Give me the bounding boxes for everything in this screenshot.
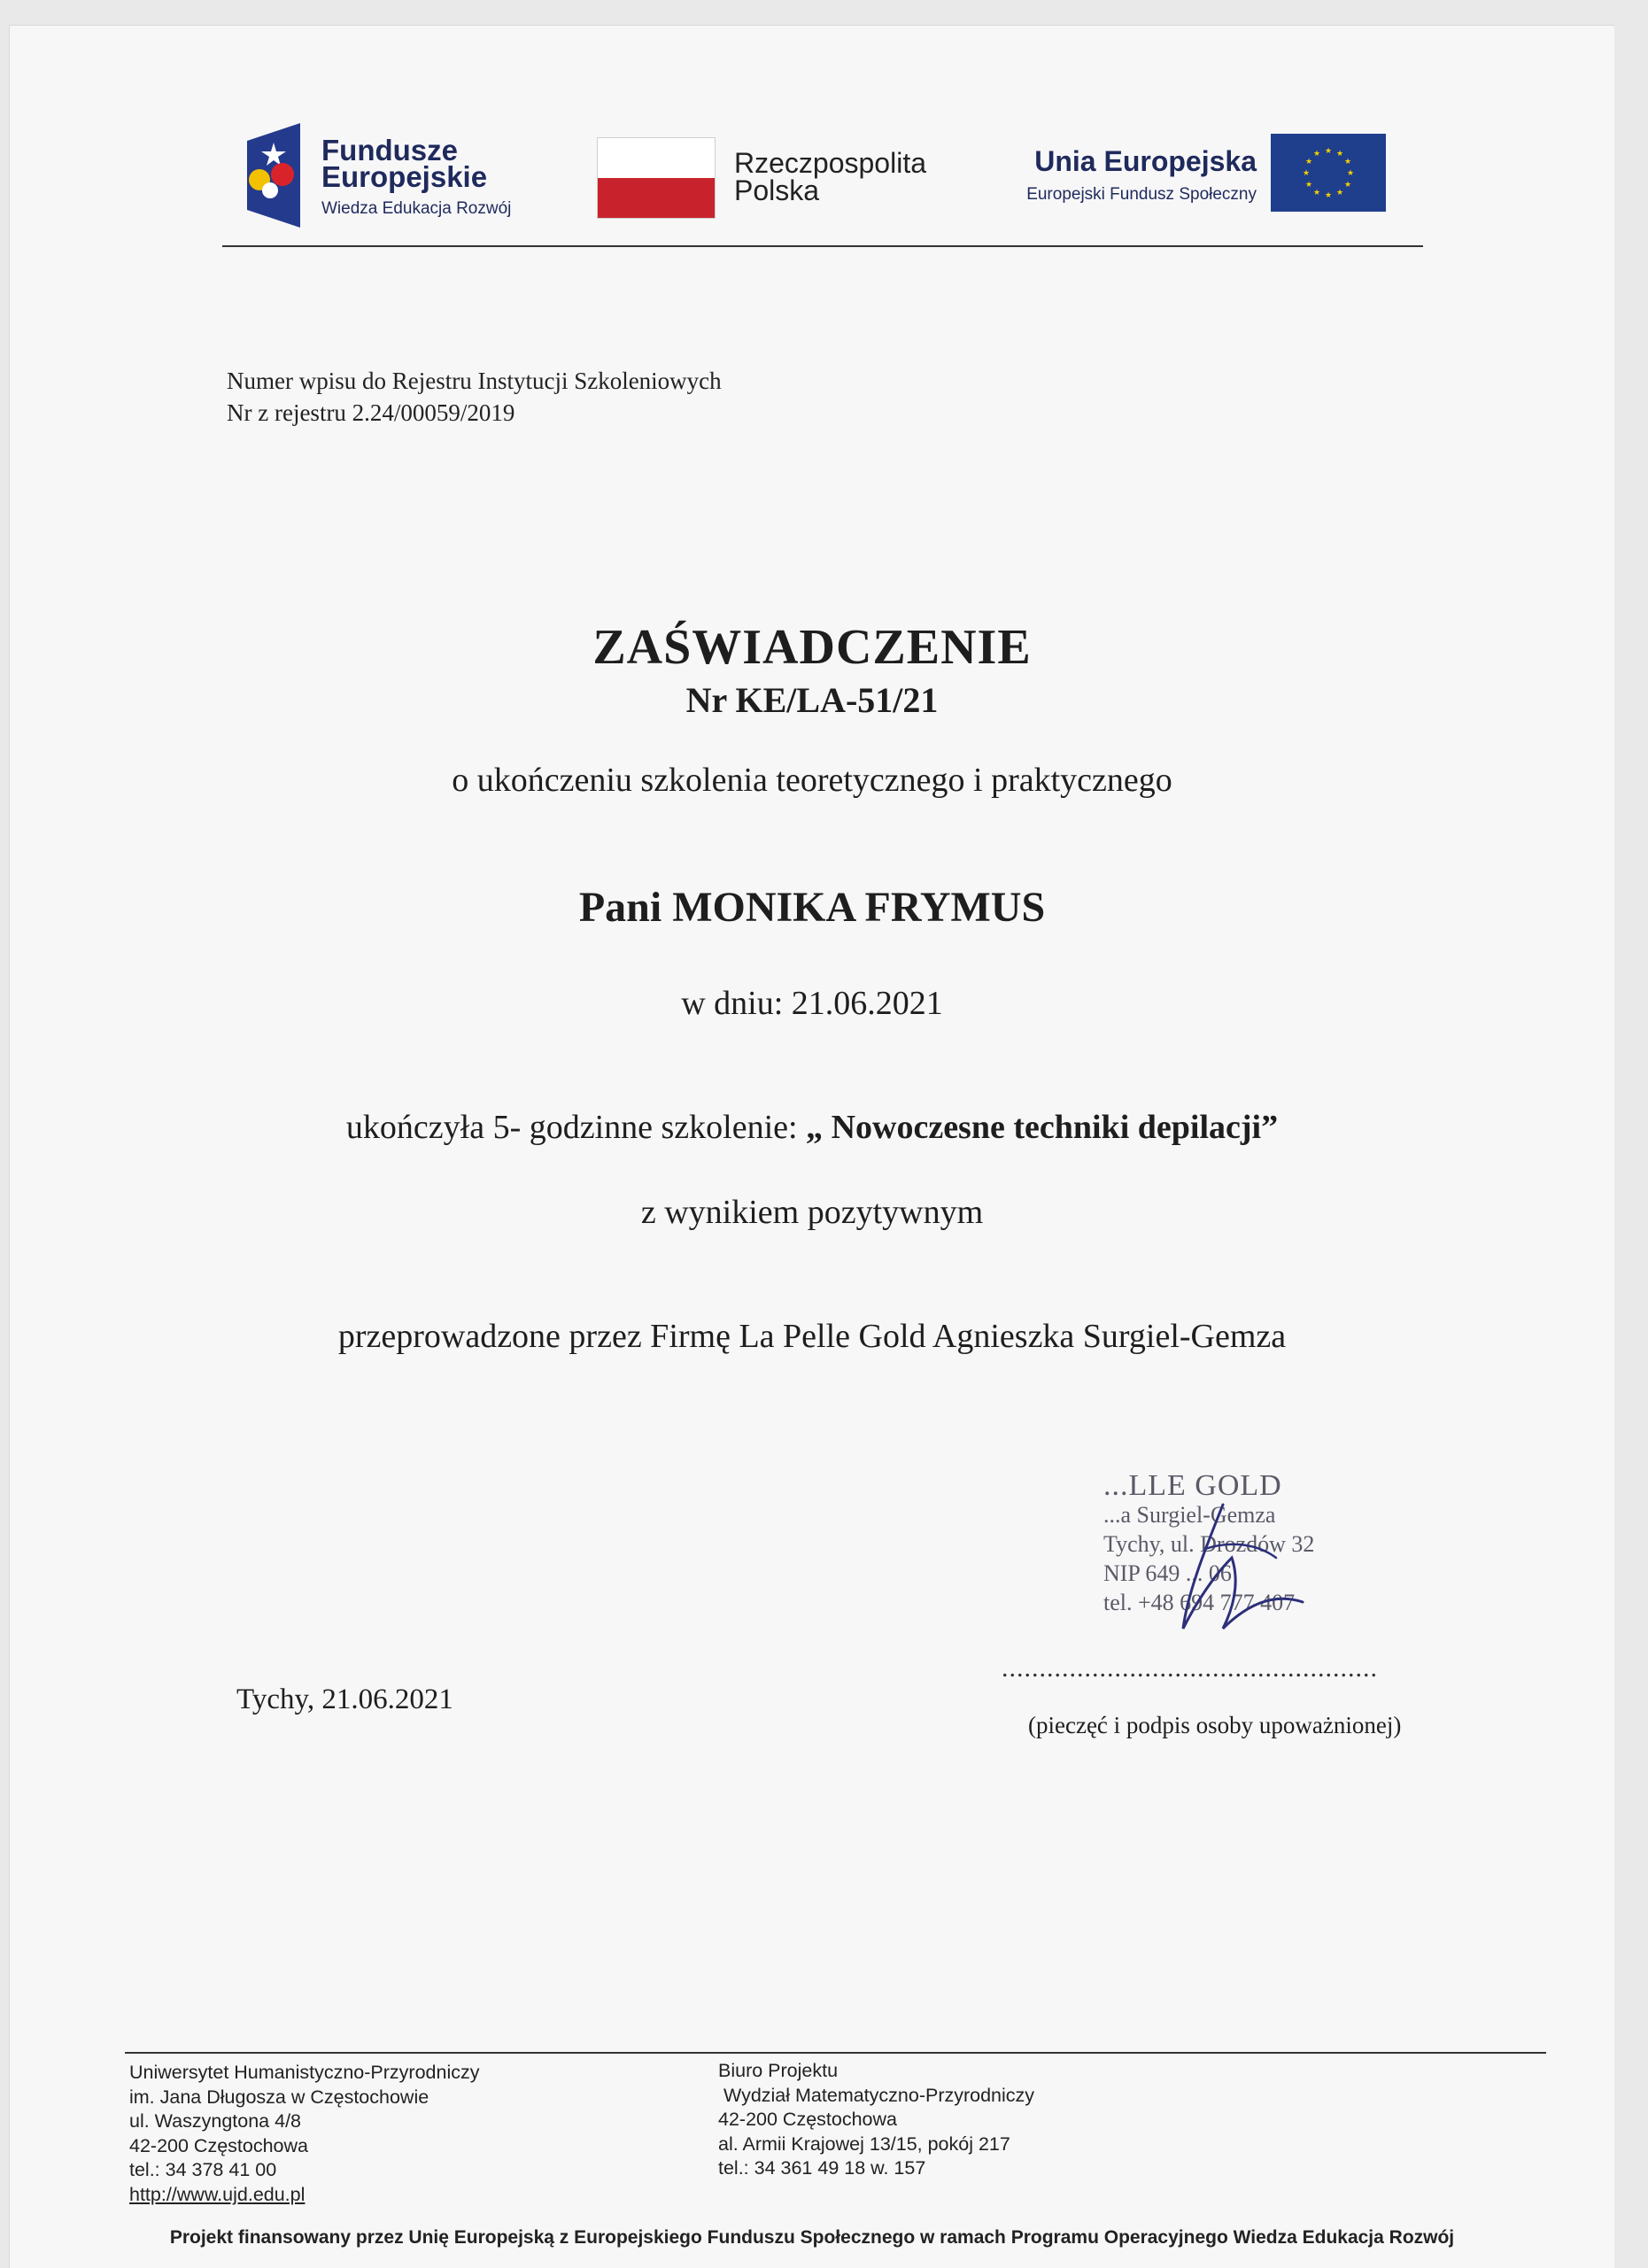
footer-left-line1: Uniwersytet Humanistyczno-Przyrodniczy bbox=[129, 2062, 480, 2083]
university-website-link[interactable]: http://www.ujd.edu.pl bbox=[129, 2183, 306, 2205]
footer-project-office-address bbox=[718, 2059, 1034, 2181]
footer-left-line2: im. Jana Długosza w Częstochowie bbox=[129, 2086, 429, 2108]
recipient-name: Pani MONIKA FRYMUS bbox=[578, 884, 1046, 931]
svg-text:★: ★ bbox=[1324, 191, 1333, 200]
eu-flag-icon bbox=[1271, 134, 1386, 212]
fe-logo-title-line1: Fundusze bbox=[321, 134, 458, 166]
registry-line2: Nr z rejestru 2.24/00059/2019 bbox=[227, 399, 515, 426]
certificate-number: Nr KE/LA-51/21 bbox=[685, 680, 939, 720]
footer-left-line3: ul. Waszyngtona 4/8 bbox=[129, 2110, 302, 2132]
course-line bbox=[10, 1108, 1614, 1147]
footer-right-line1: Biuro Projektu bbox=[718, 2060, 839, 2081]
stamp-line4: NIP 649 ... 06 bbox=[1103, 1560, 1232, 1586]
svg-text:★: ★ bbox=[1343, 158, 1352, 166]
fe-logo-subtitle: Wiedza Edukacja Rozwój bbox=[321, 199, 512, 218]
ue-logo-subtitle: Europejski Fundusz Społeczny bbox=[1026, 185, 1257, 204]
stamp-line5: tel. +48 694 777 407 bbox=[1103, 1590, 1296, 1615]
svg-text:★: ★ bbox=[1304, 181, 1313, 190]
svg-text:★: ★ bbox=[1335, 150, 1344, 159]
signature-caption: (pieczęć i podpis osoby upoważnionej) bbox=[1028, 1712, 1402, 1738]
stamp-line2: ...a Surgiel-Gemza bbox=[1103, 1502, 1276, 1528]
svg-text:★: ★ bbox=[1304, 158, 1313, 166]
certificate-page bbox=[9, 25, 1614, 2268]
footer-divider bbox=[125, 2052, 1546, 2054]
svg-text:★: ★ bbox=[1302, 169, 1311, 178]
ue-logo-title: Unia Europejska bbox=[1034, 145, 1257, 177]
course-name: „ Nowoczesne techniki depilacji” bbox=[806, 1109, 1279, 1146]
footer-right-line5: tel.: 34 361 49 18 w. 157 bbox=[718, 2157, 926, 2179]
result-text: z wynikiem pozytywnym bbox=[640, 1194, 984, 1231]
rp-logo-line2: Polska bbox=[734, 174, 820, 206]
certificate-title: ZAŚWIADCZENIE bbox=[592, 620, 1032, 675]
funding-statement: Projekt finansowany przez Unię Europejską z Europejskiego Funduszu Społecznego w ramach Programu Operacyjnego Wiedza Edukacja Rozwój bbox=[169, 2227, 1455, 2248]
footer-left-line4: 42-200 Częstochowa bbox=[129, 2134, 308, 2156]
svg-text:★: ★ bbox=[1343, 181, 1352, 190]
svg-text:★: ★ bbox=[1312, 189, 1321, 197]
fe-logo-title bbox=[321, 134, 488, 193]
polish-flag-icon bbox=[597, 137, 716, 219]
training-date: w dniu: 21.06.2021 bbox=[681, 985, 943, 1022]
footer-right-line3: 42-200 Częstochowa bbox=[718, 2109, 897, 2130]
fundusze-europejskie-logo-icon bbox=[247, 123, 300, 228]
conducted-by: przeprowadzone przez Firmę La Pelle Gold Agnieszka Surgiel-Gemza bbox=[337, 1318, 1287, 1355]
course-prefix: ukończyła 5- godzinne szkolenie: bbox=[345, 1109, 807, 1146]
rp-logo-text bbox=[734, 147, 926, 206]
stamp-line3: Tychy, ul. Drozdów 32 bbox=[1103, 1531, 1315, 1557]
fe-logo-title-line2: Europejskie bbox=[321, 160, 488, 193]
footer-right-line2: Wydział Matematyczno-Przyrodniczy bbox=[718, 2084, 1035, 2106]
stamp-line1: ...LLE GOLD bbox=[1103, 1469, 1282, 1502]
footer-right-line4: al. Armii Krajowej 13/15, pokój 217 bbox=[718, 2133, 1010, 2155]
svg-text:★: ★ bbox=[1346, 169, 1355, 178]
registry-info bbox=[227, 365, 722, 429]
footer-university-address bbox=[129, 2061, 479, 2207]
place-and-date: Tychy, 21.06.2021 bbox=[236, 1684, 453, 1715]
svg-text:★: ★ bbox=[1324, 147, 1333, 156]
rp-logo-line1: Rzeczpospolita bbox=[734, 147, 926, 179]
certificate-subtitle: o ukończeniu szkolenia teoretycznego i praktycznego bbox=[452, 762, 1172, 799]
handwritten-signature-icon bbox=[1099, 1496, 1311, 1646]
header-divider bbox=[222, 245, 1423, 247]
registry-line1: Numer wpisu do Rejestru Instytucji Szkoleniowych bbox=[227, 368, 722, 394]
svg-text:★: ★ bbox=[1312, 150, 1321, 159]
signature-line: .................................................. bbox=[1002, 1653, 1378, 1683]
footer-left-line5: tel.: 34 378 41 00 bbox=[129, 2159, 277, 2180]
svg-text:★: ★ bbox=[1335, 189, 1344, 197]
